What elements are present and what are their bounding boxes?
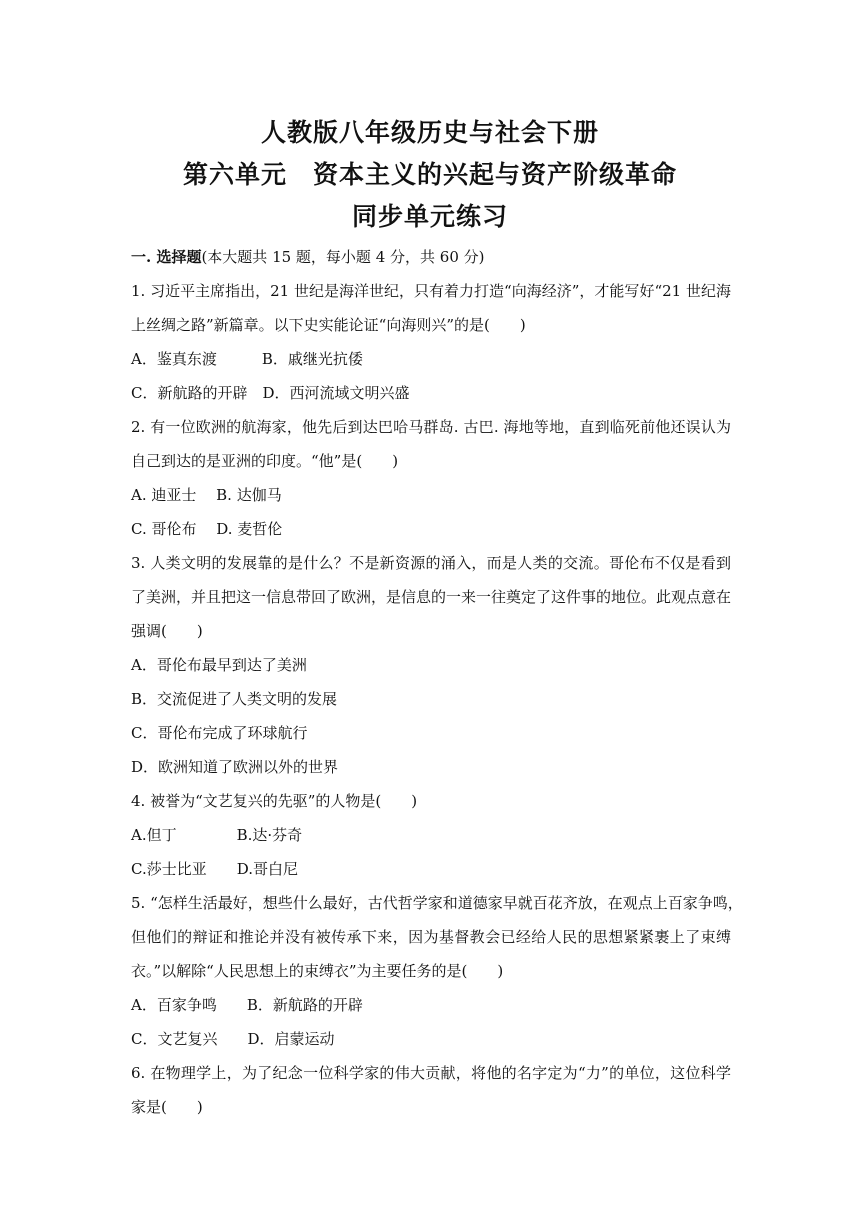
question-2-stem-line-2: 自己到达的是亚洲的印度。“他”是( ) — [131, 452, 399, 470]
question-6-stem-line-1: 6. 在物理学上，为了纪念一位科学家的伟大贡献，将他的名字定为“力”的单位，这位科学 — [131, 1064, 731, 1082]
section-label: 一. 选择题 — [131, 248, 202, 266]
question-3-stem-line-2: 了美洲，并且把这一信息带回了欧洲，是信息的一来一往奠定了这件事的地位。此观点意在 — [131, 588, 732, 606]
question-1-options-line-1: A．鉴真东渡 B．戚继光抗倭 — [131, 350, 363, 368]
question-3-option-c: C．哥伦布完成了环球航行 — [131, 724, 308, 742]
question-3-stem-line-1: 3. 人类文明的发展靠的是什么？不是新资源的涌入，而是人类的交流。哥伦布不仅是看到 — [131, 554, 731, 572]
question-3-option-b: B．交流促进了人类文明的发展 — [131, 690, 338, 708]
question-3-stem-line-3: 强调( ) — [131, 622, 203, 640]
question-2-options-line-1: A. 迪亚士 B. 达伽马 — [131, 486, 282, 504]
question-1-options-line-2: C．新航路的开辟 D．西河流域文明兴盛 — [131, 384, 410, 402]
section-note: (本大题共 15 题，每小题 4 分，共 60 分) — [201, 248, 485, 266]
unit-title: 第六单元 资本主义的兴起与资产阶级革命 — [182, 160, 677, 189]
question-list — [131, 243, 743, 1127]
section-heading — [131, 243, 731, 277]
question-2-stem-line-1: 2. 有一位欧洲的航海家，他先后到达巴哈马群岛. 古巴. 海地等地，直到临死前他还误认为 — [131, 418, 731, 436]
document-title: 人教版八年级历史与社会下册 — [260, 118, 599, 147]
question-4-options-line-2: C.莎士比亚 D.哥白尼 — [131, 860, 298, 878]
question-6-stem-line-2: 家是( ) — [131, 1098, 203, 1116]
question-4-stem-line-1: 4. 被誉为“文艺复兴的先驱”的人物是( ) — [131, 792, 418, 810]
question-5-stem-line-2: 但他们的辩证和推论并没有被传承下来，因为基督教会已经给人民的思想紧紧裹上了束缚 — [131, 928, 731, 946]
question-5-options-line-1: A．百家争鸣 B．新航路的开辟 — [131, 996, 363, 1014]
question-4-options-line-1: A.但丁 B.达·芬奇 — [131, 826, 303, 844]
exercise-title: 同步单元练习 — [351, 202, 508, 231]
question-5-stem-line-1: 5. “怎样生活最好，想些什么最好，古代哲学家和道德家早就百花齐放，在观点上百家争鸣， — [131, 894, 743, 912]
question-1-stem-line-2: 上丝绸之路”新篇章。以下史实能论证“向海则兴”的是( ) — [131, 316, 526, 334]
question-2-options-line-2: C. 哥伦布 D. 麦哲伦 — [131, 520, 283, 538]
question-5-options-line-2: C．文艺复兴 D．启蒙运动 — [131, 1030, 335, 1048]
question-3-option-d: D．欧洲知道了欧洲以外的世界 — [131, 758, 339, 776]
question-3-option-a: A．哥伦布最早到达了美洲 — [131, 656, 307, 674]
question-5-stem-line-3: 衣。”以解除“人民思想上的束缚衣”为主要任务的是( ) — [131, 962, 504, 980]
question-1-stem-line-1: 1. 习近平主席指出，21 世纪是海洋世纪，只有着力打造“向海经济”，才能写好“21 世纪海 — [131, 282, 731, 300]
title-block — [0, 112, 860, 238]
